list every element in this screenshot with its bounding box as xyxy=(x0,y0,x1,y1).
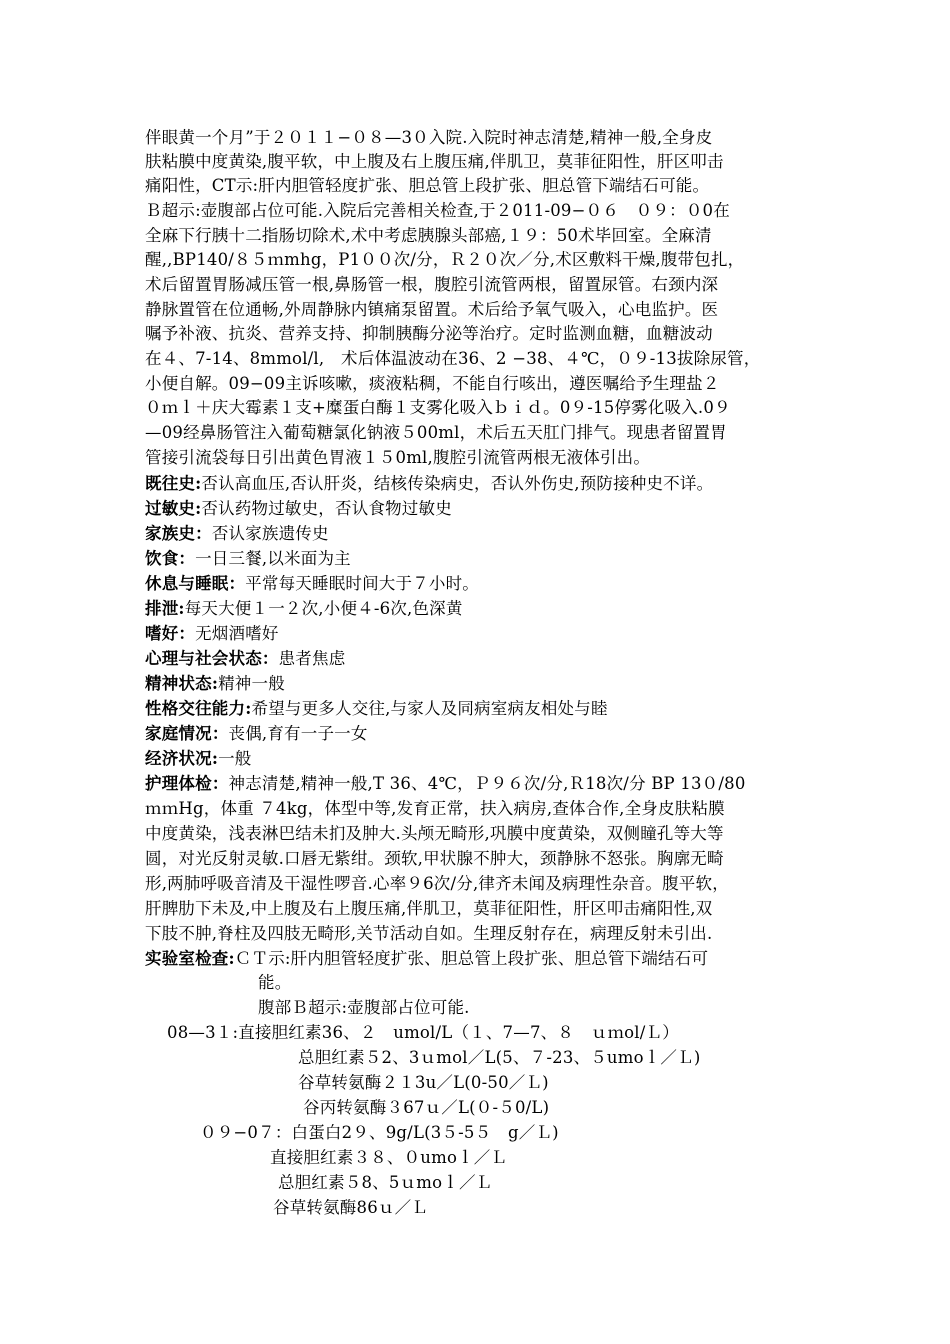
exam-line: ｍｍHg，体重 ７4kg，体型中等,发育正常，扶入病房,查体合作,全身皮肤粘膜 xyxy=(145,799,725,818)
exam-line: 中度黄染，浅表淋巴结未扪及肿大.头颅无畸形,巩膜中度黄染，双侧瞳孔等大等 xyxy=(145,824,724,843)
section-rest-sleep xyxy=(145,572,815,596)
section-separator: ： xyxy=(228,574,246,593)
section-label: 家庭情况 xyxy=(145,724,212,743)
exam-line: 圆，对光反射灵敏.口唇无紫绀。颈软,甲状腺不肿大，颈静脉不怒张。胸廓无畸 xyxy=(145,849,724,868)
section-separator: ： xyxy=(178,549,196,568)
section-text: 否认药物过敏史，否认食物过敏史 xyxy=(201,499,452,518)
section-separator: : xyxy=(195,499,202,518)
section-text: 一般 xyxy=(218,749,252,768)
section-text: 一日三餐,以米面为主 xyxy=(195,549,351,568)
section-separator: ： xyxy=(261,649,279,668)
history-line: 术后留置胃肠减压管一根,鼻肠管一根，腹腔引流管两根，留置尿管。右颈内深 xyxy=(145,275,719,294)
section-text: 希望与更多人交往,与家人及同病室病友相处与睦 xyxy=(251,699,608,718)
section-label: 性格交往能力 xyxy=(145,699,246,718)
section-text: 丧偶,育有一子一女 xyxy=(228,724,368,743)
lab-ct-continuation: 能。 xyxy=(258,973,292,992)
section-label: 家族史 xyxy=(145,524,196,543)
section-label: 过敏史 xyxy=(145,499,196,518)
history-line: 在４、7-14、8mmol/l, 术后体温波动在36、2 −38、４℃，０９-13拔除尿管， xyxy=(145,349,761,368)
section-label: 实验室检查 xyxy=(145,949,229,968)
section-psych-social xyxy=(145,647,815,671)
lab-result-row: 08—3１:直接胆红素36、２ umol/L（１、7—7、８ ｕｍol/Ｌ） xyxy=(167,1023,679,1042)
section-label: 嗜好 xyxy=(145,624,179,643)
section-diet xyxy=(145,547,815,571)
history-line: 伴眼黄一个月”于２０１１−０８—3０入院.入院时神志清楚,精神一般,全身皮 xyxy=(145,128,713,147)
section-separator: : xyxy=(211,749,219,768)
section-separator: : xyxy=(245,699,252,718)
section-label: 护理体检 xyxy=(145,774,212,793)
section-label: 精神状态 xyxy=(145,674,212,693)
lab-result-row: 直接胆红素３８、０umoｌ／Ｌ xyxy=(270,1148,508,1167)
history-line: 嘱予补液、抗炎、营养支持、抑制胰酶分泌等治疗。定时监测血糖，血糖波动 xyxy=(145,324,713,343)
history-line: 管接引流袋每日引出黄色胃液１５0ml,腹腔引流管两根无液体引出。 xyxy=(145,448,651,467)
lab-result-row: 谷草转氨酶86ｕ／Ｌ xyxy=(273,1198,428,1217)
section-label: 经济状况 xyxy=(145,749,212,768)
section-mental-state xyxy=(145,672,815,696)
exam-line: 肝脾肋下未及,中上腹及右上腹压痛,伴肌卫，莫菲征阳性，肝区叩击痛阳性,双 xyxy=(145,899,713,918)
section-allergy-history xyxy=(145,497,815,521)
section-text: 神志清楚,精神一般,T 36、4℃，Ｐ９６次/分,Ｒ18次/分 BP 13０/80 xyxy=(228,774,746,793)
section-separator: ： xyxy=(211,724,229,743)
section-label: 排泄 xyxy=(145,599,179,618)
section-past-history xyxy=(145,472,815,496)
history-line: 醒,,BP140/８５ｍmhg，P1００次/分，Ｒ２０次／分,术区敷料干燥,腹带包扎， xyxy=(145,250,745,269)
lab-result-row: 谷丙转氨酶３67ｕ／L(０-５0/L) xyxy=(303,1098,550,1117)
section-personality xyxy=(145,697,815,721)
lab-first-line xyxy=(145,947,815,971)
section-label: 既往史 xyxy=(145,474,196,493)
section-family-situation xyxy=(145,722,815,746)
section-separator: ： xyxy=(211,774,229,793)
section-text: 每天大便１一２次,小便４-6次,色深黄 xyxy=(184,599,463,618)
section-label: 心理与社会状态 xyxy=(145,649,262,668)
section-text: 否认高血压,否认肝炎，结核传染病史，否认外伤史,预防接种史不详。 xyxy=(201,474,714,493)
section-separator: : xyxy=(178,599,185,618)
lab-result-row: 总胆红素５2、3ｕmol／L(5、７-23、５umoｌ／Ｌ) xyxy=(298,1048,701,1067)
section-text: 无烟酒嗜好 xyxy=(195,624,279,643)
history-line: 肤粘膜中度黄染,腹平软，中上腹及右上腹压痛,伴肌卫，莫菲征阳性，肝区叩击 xyxy=(145,152,724,171)
history-line: ０ｍｌ＋庆大霉素１支+糜蛋白酶１支雾化吸入ｂｉｄ。0９-15停雾化吸入.0９ xyxy=(145,398,731,417)
history-line: 静脉置管在位通畅,外周静脉内镇痛泵留置。术后给予氧气吸入，心电监护。医 xyxy=(145,300,719,319)
history-line: 小便自解。09−09主诉咳嗽，痰液粘稠，不能自行咳出，遵医嘱给予生理盐２ xyxy=(145,374,720,393)
section-text: 精神一般 xyxy=(218,674,285,693)
section-separator: ： xyxy=(178,624,196,643)
section-separator: : xyxy=(228,949,235,968)
history-line: Ｂ超示:壶腹部占位可能.入院后完善相关检查,于２011-09−０６ ０９：０0在 xyxy=(145,201,730,220)
section-label: 饮食 xyxy=(145,549,179,568)
history-line: 痛阳性，CT示:肝内胆管轻度扩张、胆总管上段扩张、胆总管下端结石可能。 xyxy=(145,176,710,195)
section-text: 平常每天睡眠时间大于７小时。 xyxy=(245,574,480,593)
section-separator: : xyxy=(211,674,219,693)
section-label: 休息与睡眠 xyxy=(145,574,229,593)
section-text: 否认家族遗传史 xyxy=(211,524,329,543)
lab-result-row: 总胆红素５8、5ｕmoｌ／Ｌ xyxy=(278,1173,493,1192)
section-text: 患者焦虑 xyxy=(278,649,346,668)
lab-result-row: ０９−0７：白蛋白2９、9g/L(3５-5５ g／Ｌ) xyxy=(200,1123,559,1142)
section-excretion xyxy=(145,597,815,621)
lab-b-ultrasound: 腹部Ｂ超示:壶腹部占位可能. xyxy=(258,998,470,1017)
exam-line: 形,两肺呼吸音清及干湿性啰音.心率９6次/分,律齐未闻及病理性杂音。腹平软， xyxy=(145,874,729,893)
history-line: 全麻下行胰十二指肠切除术,术中考虑胰腺头部癌,１９：50术毕回室。全麻清 xyxy=(145,226,712,245)
section-separator: : xyxy=(195,474,202,493)
history-line: —09经鼻肠管注入葡萄糖氯化钠液５00ml，术后五天肛门排气。现患者留置胃 xyxy=(145,423,727,442)
lab-result-row: 谷草转氨酶２１3u／L(0-50／Ｌ) xyxy=(298,1073,549,1092)
section-economic-status xyxy=(145,747,815,771)
exam-line: 下肢不肿,脊柱及四肢无畸形,关节活动自如。生理反射存在，病理反射未引出. xyxy=(145,924,713,943)
exam-first-line xyxy=(145,772,815,796)
section-separator: ： xyxy=(195,524,212,543)
section-family-history xyxy=(145,522,815,546)
section-habits xyxy=(145,622,815,646)
lab-ct-text: ＣＴ示:肝内胆管轻度扩张、胆总管上段扩张、胆总管下端结石可 xyxy=(234,949,709,968)
